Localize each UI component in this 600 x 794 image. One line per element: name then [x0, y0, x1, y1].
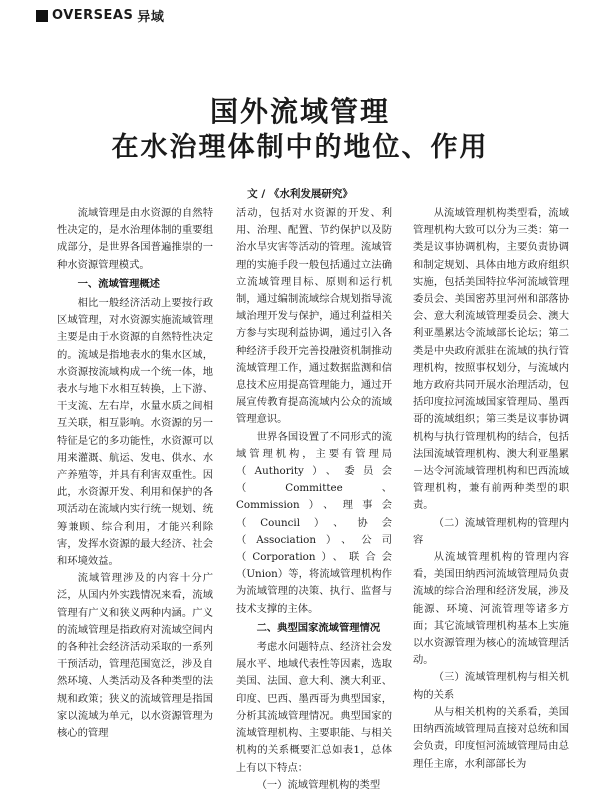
paragraph: （三）流域管理机构与相关机构的关系 — [413, 671, 569, 701]
paragraph: 考虑水问题特点、经济社会发展水平、地域代表性等因素，选取美国、法国、意大利、澳大利亚、印度、巴西、墨西哥为典型国家，分析其流域管理情况。典型国家的流域管理机构、主要职能、与相关机构的关系概要汇总如表1，总体上有以下特点： — [236, 641, 392, 774]
text-column-3 — [413, 205, 569, 773]
paragraph: 从流域管理机构类型看，流域管理机构大致可以分为三类：第一类是议事协调机构，主要负责协调和制定规划、具体由地方政府组织实施，包括美国特拉华河流域管理委员会、美国密苏里河州和部落协会、意大利流域管理委员会、澳大利亚墨累达令流域部长论坛；第二类是中央政府派驻在流域的执行管理机构，按照事权划分，与流域内地方政府共同开展水治理活动，包括印度拉河流域国家管理局、墨西哥的流域组织；第三类是议事协调机构与执行管理机构的结合，包括法国流域管理机构、澳大利亚墨累－达令河流域管理机构和巴西流域管理机构，兼有前两种类型的职责。 — [413, 207, 569, 512]
paragraph: 流域管理涉及的内容十分广泛，从国内外实践情况来看，流域管理有广义和狭义两种内涵。广义的流域管理是指政府对流域空间内的各种社会经济活动采取的一系列干预活动，管理范围宽泛，涉及自然环境、人类活动及各种类型的法规和政策；狭义的流域管理是指国家以流域为单元，以水资源管理为核心的管理 — [57, 572, 213, 740]
text-column-1 — [57, 205, 213, 742]
article-title-line2: 在水治理体制中的地位、作用 — [111, 132, 489, 163]
paragraph: 流域管理是由水资源的自然特性决定的，是水治理体制的重要组成部分，是世界各国普遍推崇的一种水资源管理模式。 — [57, 207, 213, 271]
paragraph: 相比一般经济活动上要按行政区域管理，对水资源实施流域管理主要是由于水资源的自然特性决定的。流域是指地表水的集水区域，水资源按流域构成一个统一体，地表水与地下水相互转换，上下游、干支流、左右岸，水量水质之间相互关联，相互影响。水资源的另一特征是它的多功能性，水资源可以用来灌溉、航运、发电、供水、水产养殖等，并具有利害双重性。因此，水资源开发、利用和保护的各项活动在流域内实行统一规划、统筹兼顾、综合利用，才能兴利除害，发挥水资源的最大经济、社会和环境效益。 — [57, 297, 213, 568]
text-column-2 — [236, 205, 392, 794]
paragraph: （二）流域管理机构的管理内容 — [413, 516, 569, 546]
paragraph: 从流域管理机构的管理内容看，美国田纳西河流域管理局负责流域的综合治理和经济发展，涉及能源、环境、河流管理等诸多方面；其它流域管理机构基本上实施以水资源管理为核心的流域管理活动。 — [413, 551, 569, 667]
paragraph: 活动，包括对水资源的开发、利用、治理、配置、节约保护以及防治水旱灾害等活动的管理。流域管理的实施手段一般包括通过立法确立流域管理目标、原则和运行机制，通过编制流域综合规划指导流域治理开发与保护，通过利益相关方参与实现利益协调，通过引入各种经济手段开完善投融资机制推动流域管理工作，通过数据监测和信息技术应用提高管理能力，通过开展宣传教育提高流域内公众的流域管理意识。 — [236, 207, 392, 426]
byline: 文 / 《水利发展研究》 — [247, 188, 353, 200]
section-heading: 二、典型国家流域管理情况 — [256, 621, 381, 634]
header-label: OVERSEAS — [52, 8, 134, 23]
article-title-line1: 国外流域管理 — [209, 95, 390, 128]
header-marker-icon — [36, 10, 48, 22]
header-label-cn: 异域 — [137, 10, 165, 25]
section-heading: 一、流域管理概述 — [77, 277, 160, 290]
paragraph: 世界各国设置了不同形式的流域管理机构，主要有管理局（Authority）、委员会（Committee、Commission）、理事会（Council）、协会（Association）、公司（Corporation）、联合会（Union）等，将流域管理机构作为流域管理的决策、执行、监督与技术支撑的主体。 — [236, 430, 392, 615]
section-header — [36, 6, 164, 25]
paragraph: （一）流域管理机构的类型 — [256, 778, 381, 791]
paragraph: 从与相关机构的关系看，美国田纳西流域管理局直接对总统和国会负责，印度恒河流域管理局由总理任主席，水利部部长为 — [413, 705, 569, 770]
